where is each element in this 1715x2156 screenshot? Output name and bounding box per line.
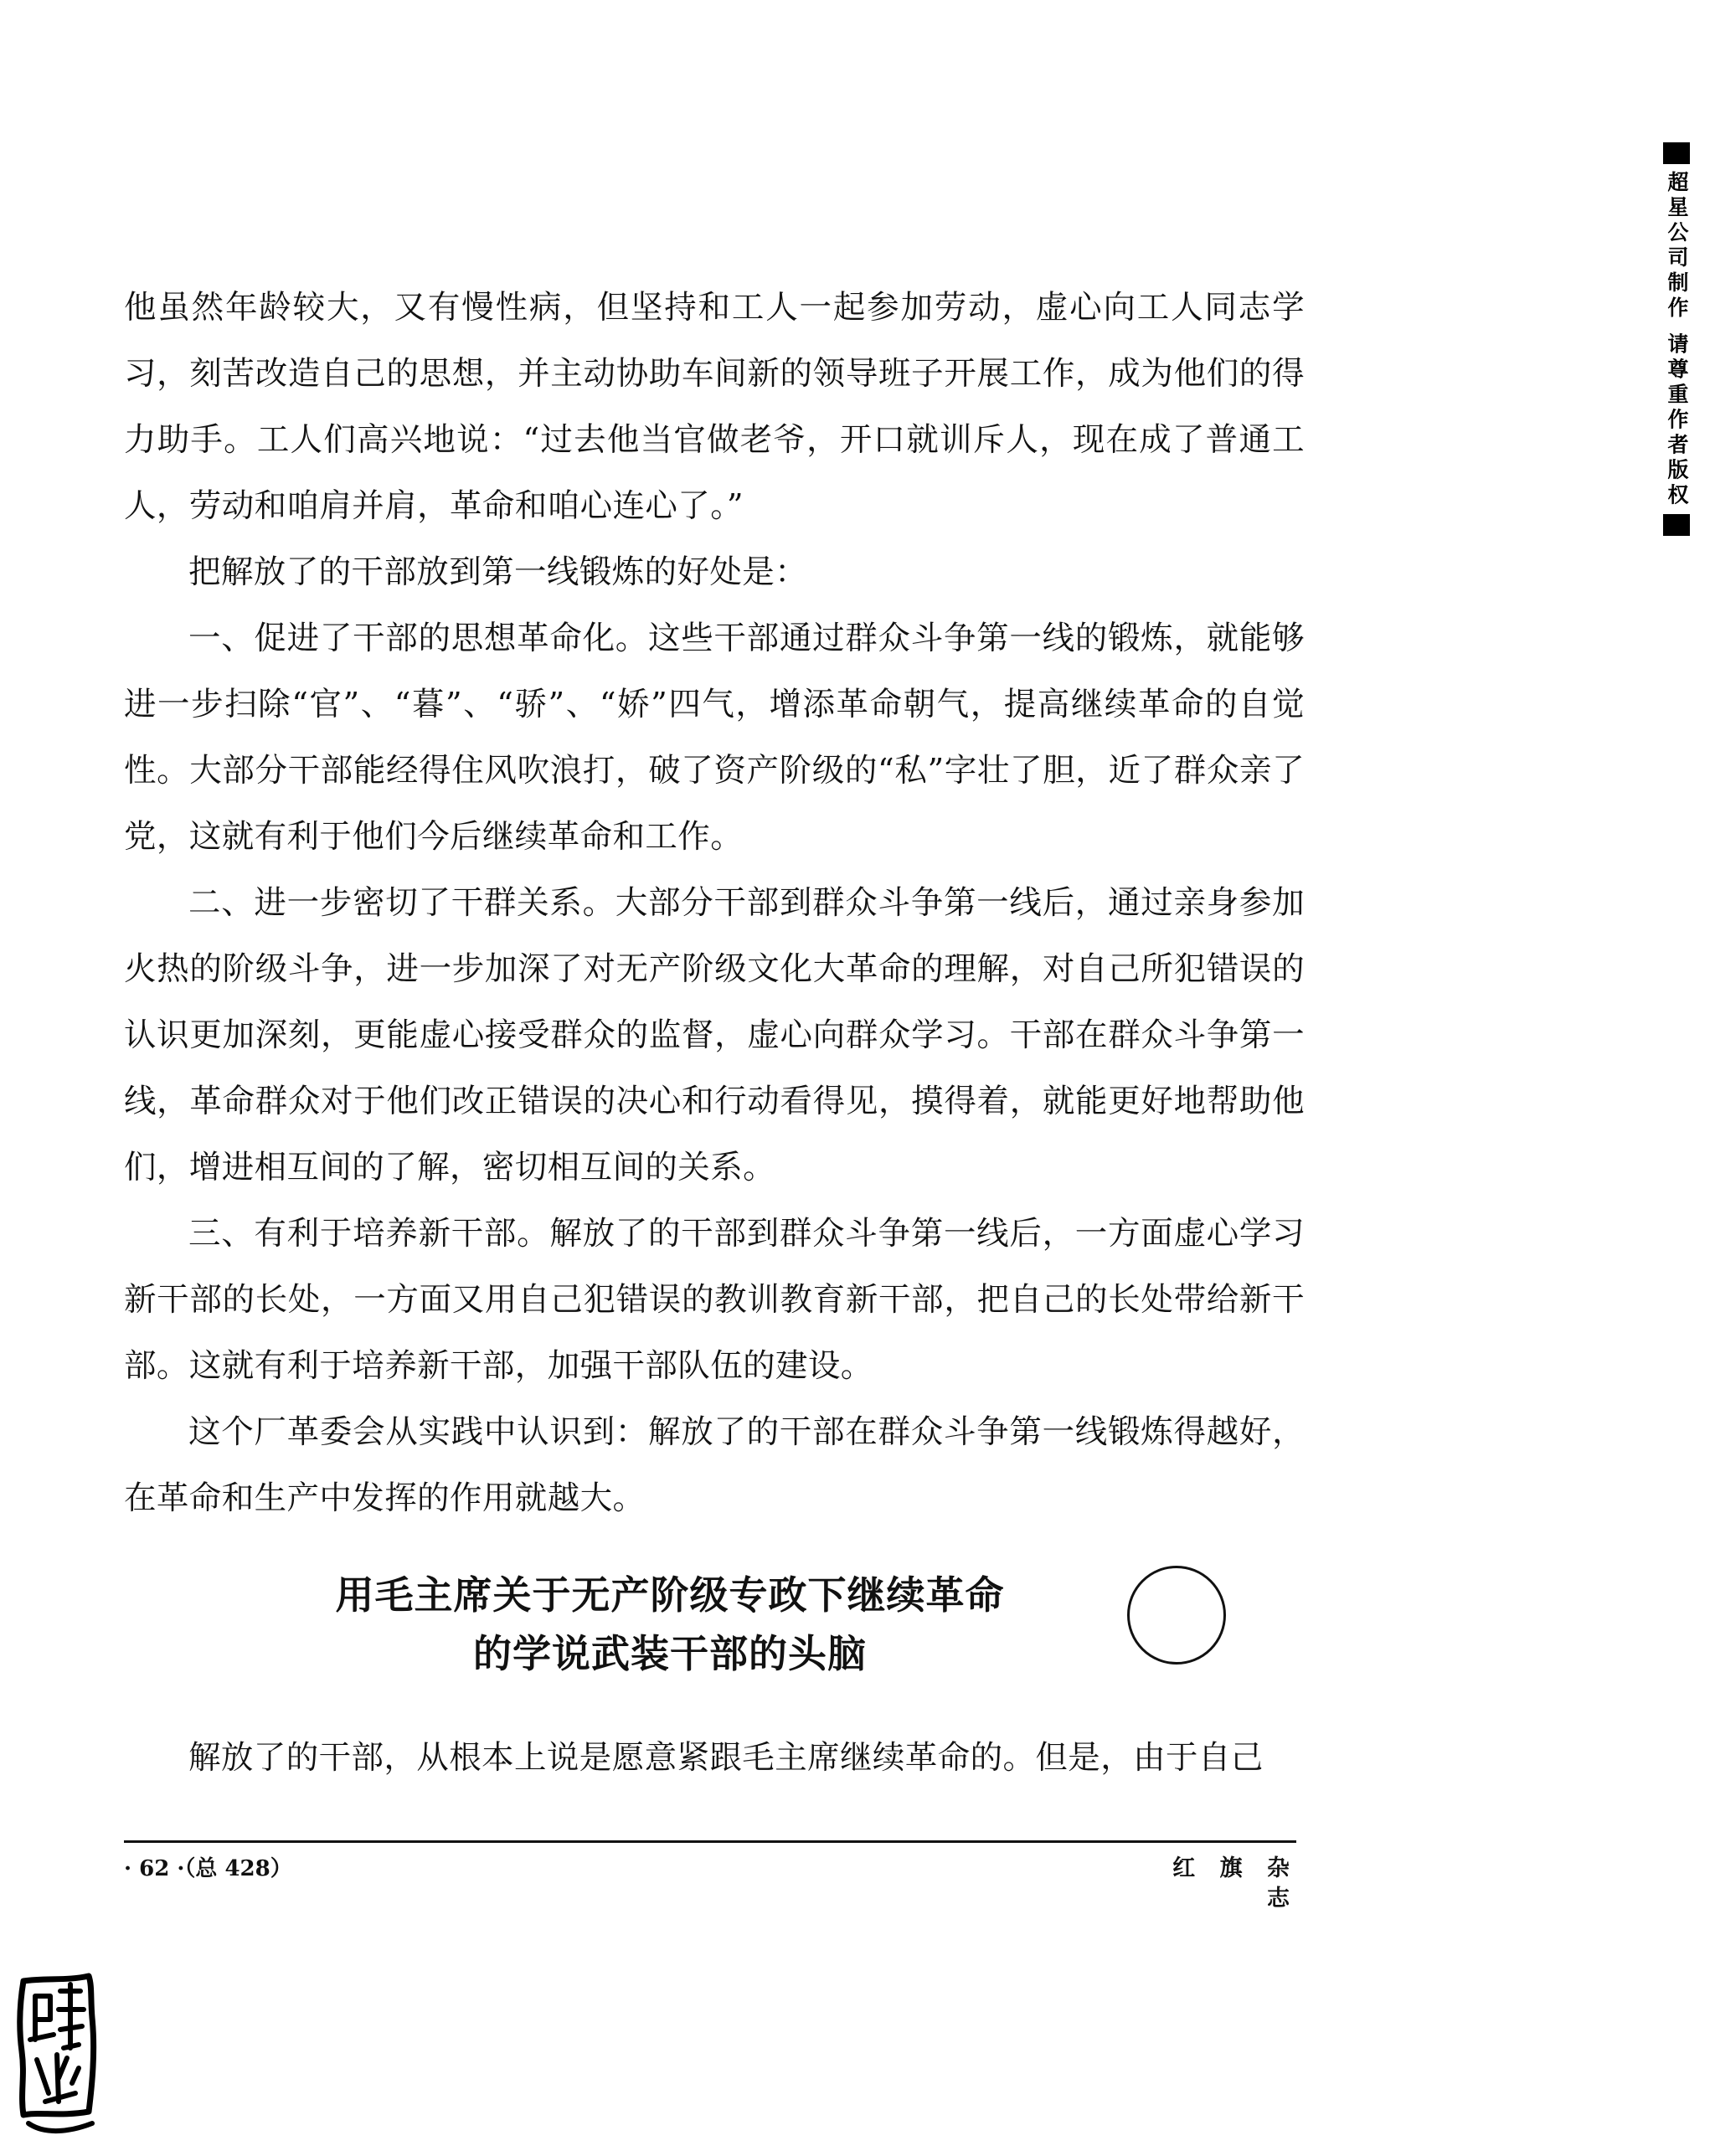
footer-journal-name: 红 旗 杂 志 (1172, 1855, 1298, 1912)
side-bar-bottom (1663, 514, 1690, 536)
section-first-paragraph: 解放了的干部，从根本上说是愿意紧跟毛主席继续革命的。但是，由于自己 (188, 1739, 1264, 1777)
paragraph-point-one: 一、促进了干部的思想革命化。这些干部通过群众斗争第一线的锻炼，就能够进一步扫除“官”、“暮”、“骄”、“娇”四气，增添革命朝气，提高继续革命的自觉性。大部分干部能经得住风吹浪打，破了资产阶级的“私”字壮了胆，近了群众亲了党，这就有利于他们今后继续革命和工作。 (124, 620, 1305, 856)
duxiu-seal-logo (12, 1968, 104, 2143)
paragraph-point-two: 二、进一步密切了干群关系。大部分干部到群众斗争第一线后，通过亲身参加火热的阶级斗争，进一步加深了对无产阶级文化大革命的理解，对自己所犯错误的认识更加深刻，更能虚心接受群众的监督，虚心向群众学习。干部在群众斗争第一线，革命群众对于他们改正错误的决心和行动看得见，摸得着，就能更好地帮助他们，增进相互间的了解，密切相互间的关系。 (124, 884, 1305, 1186)
paragraph-continued: 他虽然年龄较大，又有慢性病，但坚持和工人一起参加劳动，虚心向工人同志学习，刻苦改造自己的思想，并主动协助车间新的领导班子开展工作，成为他们的得力助手。工人们高兴地说：“过去他当官做老爷，开口就训斥人，现在成了普通工人，劳动和咱肩并肩，革命和咱心连心了。” (124, 289, 1305, 525)
paragraph-benefits-intro: 把解放了的干部放到第一线锻炼的好处是： (188, 553, 808, 591)
body-text (124, 275, 1305, 1531)
paragraph-point-three: 三、有利于培养新干部。解放了的干部到群众斗争第一线后，一方面虚心学习新干部的长处，一方面又用自己犯错误的教训教育新干部，把自己的长处带给新干部。这就有利于培养新干部，加强干部队伍的建设。 (124, 1215, 1305, 1385)
section-title-line-2: 的学说武装干部的头脑 (473, 1631, 867, 1676)
section-title (251, 1566, 1089, 1683)
section-number-circle (1127, 1566, 1226, 1665)
side-notice-text: 超星公司制作 请尊重作者版权 (1665, 171, 1689, 509)
section-title-line-1: 用毛主席关于无产阶级专政下继续革命 (335, 1572, 1005, 1618)
footer-page-number: · 62 ·（总 428） (124, 1856, 292, 1881)
footer-divider (124, 1840, 1296, 1843)
copyright-side-notice (1661, 142, 1692, 536)
side-bar-top (1663, 142, 1690, 164)
section-body (124, 1725, 1305, 1791)
paragraph-conclusion: 这个厂革委会从实践中认识到：解放了的干部在群众斗争第一线锻炼得越好，在革命和生产中发挥的作用就越大。 (124, 1413, 1305, 1517)
